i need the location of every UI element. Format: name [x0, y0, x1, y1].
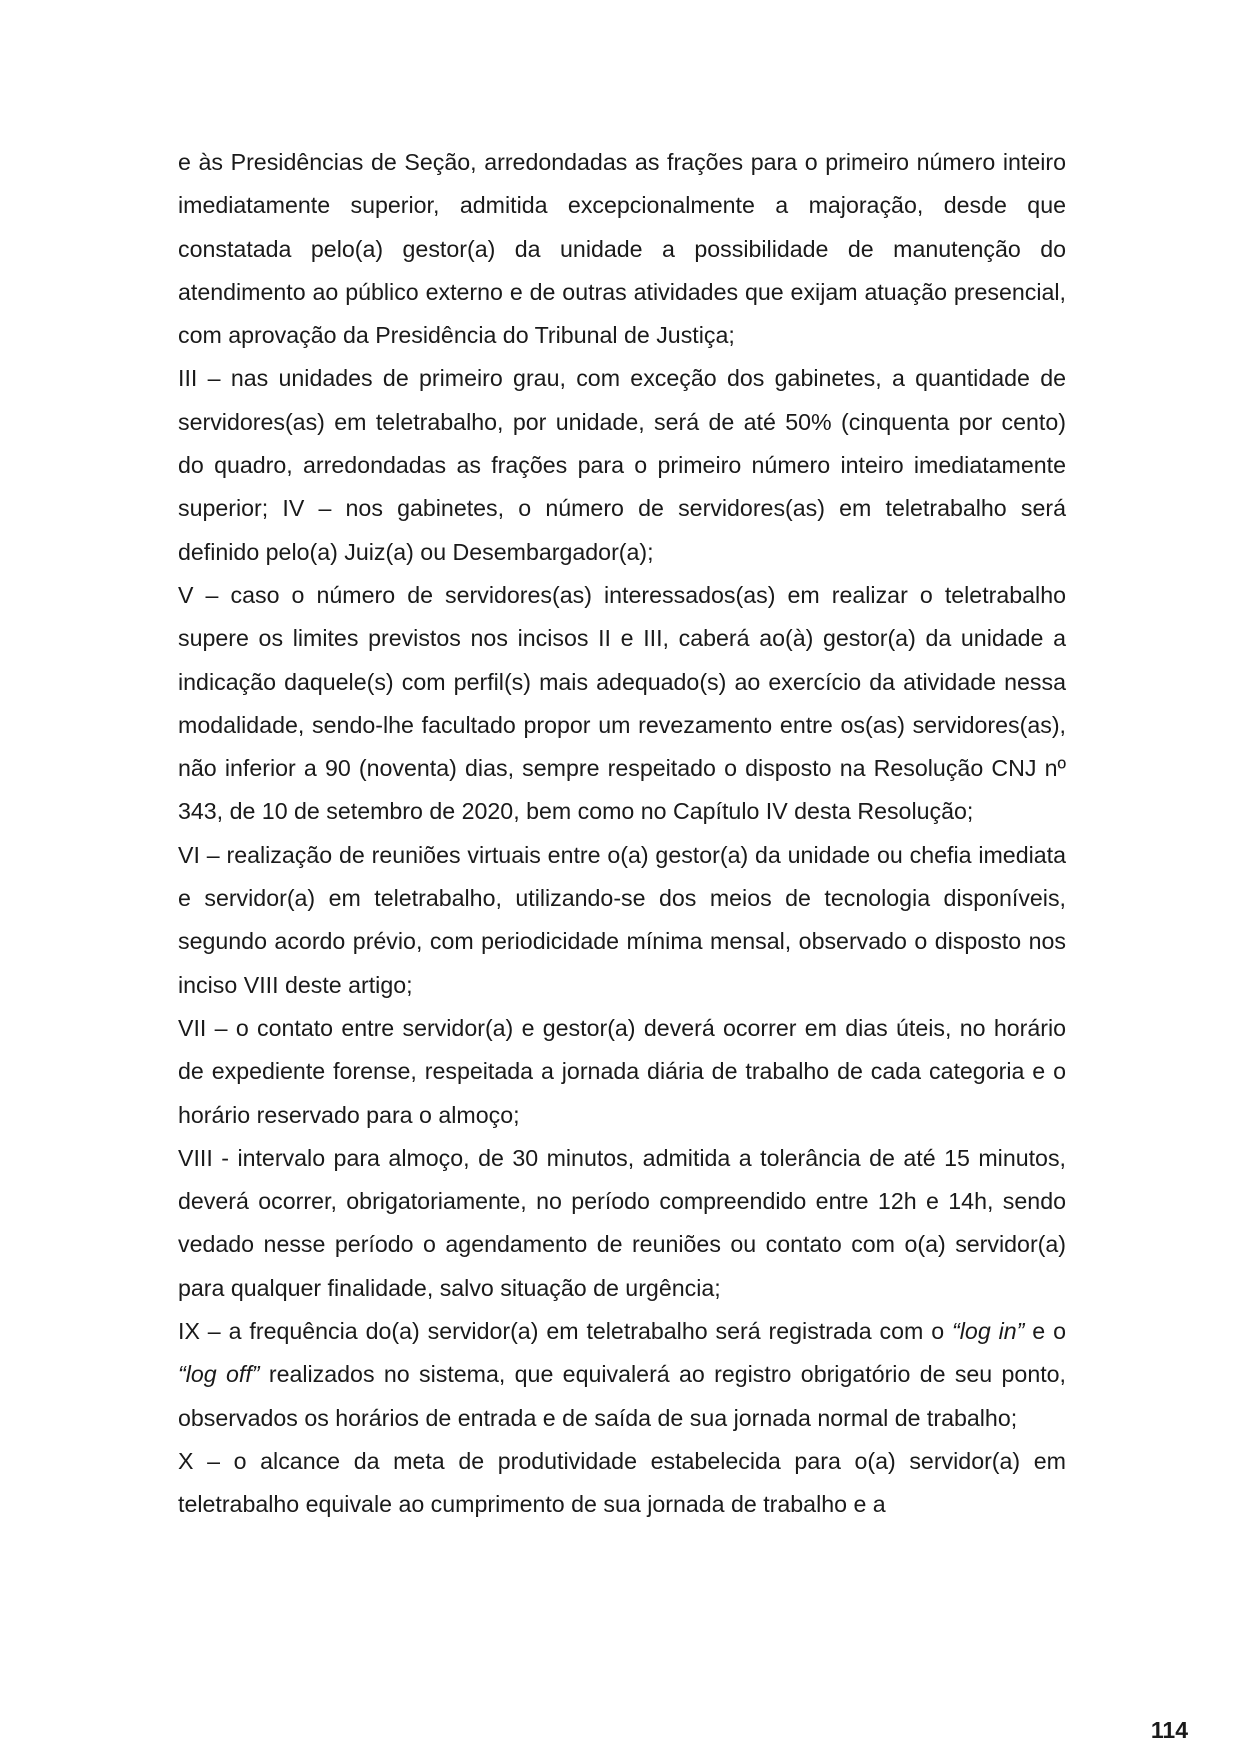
text-run: VIII - intervalo para almoço, de 30 minutos, admitida a tolerância de até 15 minutos, deverá ocorrer, obrigatoriamente, no período compreendido entre 12h e 14h, sendo vedado nesse período o agendamento de reuniões ou contato com o(a) servidor(a) para qualquer finalidade, salvo situação de urgência; [178, 1144, 1066, 1301]
text-run: X – o alcance da meta de produtividade estabelecida para o(a) servidor(a) em teletrabalho equivale ao cumprimento de sua jornada de trabalho e a [178, 1447, 1066, 1518]
paragraph-item-x [178, 1440, 1066, 1527]
text-run: VII – o contato entre servidor(a) e gestor(a) deverá ocorrer em dias úteis, no horário de expediente forense, respeitada a jornada diária de trabalho de cada categoria e o horário reservado para o almoço; [178, 1014, 1066, 1128]
paragraph-item-vi [178, 834, 1066, 1007]
text-run: realizados no sistema, que equivalerá ao registro obrigatório de seu ponto, observados os horários de entrada e de saída de sua jornada normal de trabalho; [178, 1361, 1067, 1431]
paragraph-item-viii [178, 1137, 1066, 1310]
paragraph-continuation [178, 141, 1066, 357]
paragraph-item-ix [178, 1310, 1066, 1440]
text-run: III – nas unidades de primeiro grau, com exceção dos gabinetes, a quantidade de servidores(as) em teletrabalho, por unidade, será de até 50% (cinquenta por cento) do quadro, arredondadas as frações para o primeiro número inteiro imediatamente superior; IV – nos gabinetes, o número de servidores(as) em teletrabalho será definido pelo(a) Juiz(a) ou Desembargador(a); [178, 365, 1066, 565]
paragraph-item-iii [178, 357, 1066, 573]
body-text [178, 141, 1066, 1527]
italic-run: “log off” [178, 1361, 260, 1388]
text-run: V – caso o número de servidores(as) interessados(as) em realizar o teletrabalho supere os limites previstos nos incisos II e III, caberá ao(à) gestor(a) da unidade a indicação daquele(s) com perfil(s) mais adequado(s) ao exercício da atividade nessa modalidade, sendo-lhe facultado propor um revezamento entre os(as) servidores(as), não inferior a 90 (noventa) dias, sempre respeitado o disposto na Resolução CNJ nº 343, de 10 de setembro de 2020, bem como no Capítulo IV desta Resolução; [178, 581, 1066, 825]
paragraph-item-v [178, 574, 1066, 834]
page-number: 114 [1150, 1717, 1188, 1743]
paragraph-item-vii [178, 1007, 1066, 1137]
text-run: e às Presidências de Seção, arredondadas as frações para o primeiro número inteiro imediatamente superior, admitida excepcionalmente a majoração, desde que constatada pelo(a) gestor(a) da unidade a possibilidade de manutenção do atendimento ao público externo e de outras atividades que exijam atuação presencial, com aprovação da Presidência do Tribunal de Justiça; [178, 149, 1066, 349]
text-run: e o [1024, 1318, 1066, 1345]
text-run: IX – a frequência do(a) servidor(a) em teletrabalho será registrada com o [178, 1318, 953, 1345]
text-run: VI – realização de reuniões virtuais entre o(a) gestor(a) da unidade ou chefia imediata e servidor(a) em teletrabalho, utilizando-se dos meios de tecnologia disponíveis, segundo acordo prévio, com periodicidade mínima mensal, observado o disposto nos inciso VIII deste artigo; [178, 841, 1066, 998]
italic-run: “log in” [952, 1318, 1025, 1345]
